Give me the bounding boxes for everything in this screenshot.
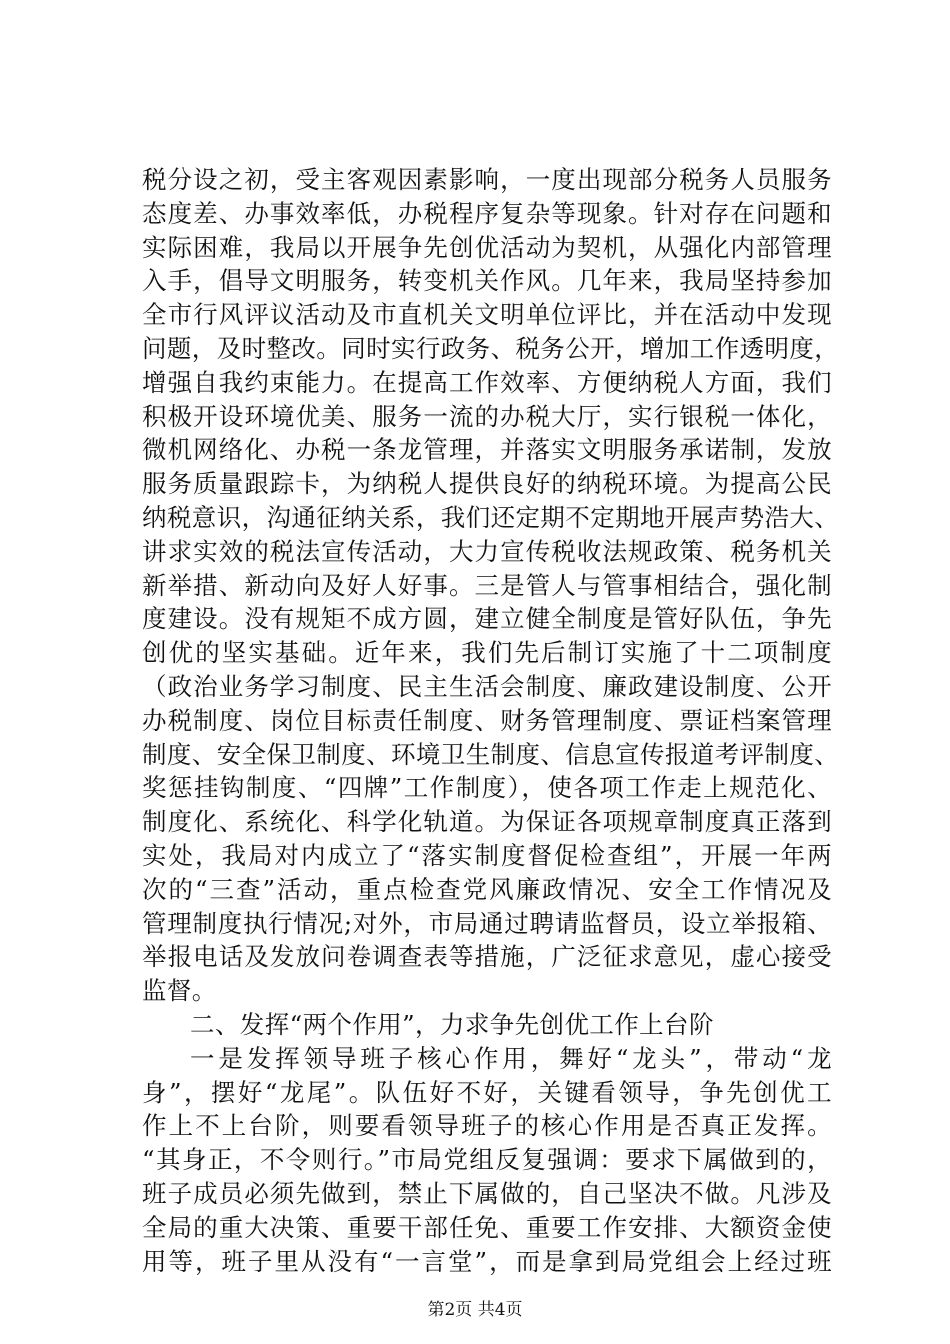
text-line: 全局的重大决策、重要干部任免、重要工作安排、大额资金使 xyxy=(142,1212,832,1242)
text-line: （政治业务学习制度、民主生活会制度、廉政建设制度、公开 xyxy=(142,671,832,701)
text-line: 奖惩挂钩制度、“四牌”工作制度），使各项工作走上规范化、 xyxy=(142,773,832,803)
text-line: 制度化、系统化、科学化轨道。为保证各项规章制度真正落到 xyxy=(142,807,832,837)
text-line: “其身正，不令则行。”市局党组反复强调：要求下属做到的， xyxy=(142,1145,832,1175)
body-text xyxy=(142,163,840,1278)
text-line: 一是发挥领导班子核心作用，舞好“龙头”，带动“龙 xyxy=(190,1043,832,1073)
text-line: 积极开设环境优美、服务一流的办税大厅，实行银税一体化， xyxy=(142,401,832,431)
text-line: 服务质量跟踪卡，为纳税人提供良好的纳税环境。为提高公民 xyxy=(142,469,832,499)
section-heading: 二、发挥“两个作用”，力求争先创优工作上台阶 xyxy=(190,1009,714,1039)
text-line: 举报电话及发放问卷调查表等措施，广泛征求意见，虚心接受 xyxy=(142,942,832,972)
text-line: 讲求实效的税法宣传活动，大力宣传税收法规政策、税务机关 xyxy=(142,536,832,566)
text-line: 新举措、新动向及好人好事。三是管人与管事相结合，强化制 xyxy=(142,570,832,600)
text-line: 班子成员必须先做到，禁止下属做的，自己坚决不做。凡涉及 xyxy=(142,1178,832,1208)
text-line: 管理制度执行情况;对外，市局通过聘请监督员，设立举报箱、 xyxy=(142,908,832,938)
page-footer xyxy=(0,1298,950,1322)
text-line: 身”，摆好“龙尾”。队伍好不好，关键看领导，争先创优工 xyxy=(142,1077,832,1107)
text-line: 作上不上台阶，则要看领导班子的核心作用是否真正发挥。 xyxy=(142,1111,832,1141)
text-line: 实处，我局对内成立了“落实制度督促检查组”，开展一年两 xyxy=(142,840,832,870)
text-line: 微机网络化、办税一条龙管理，并落实文明服务承诺制，发放 xyxy=(142,435,832,465)
text-line: 态度差、办事效率低，办税程序复杂等现象。针对存在问题和 xyxy=(142,198,832,228)
text-line: 入手，倡导文明服务，转变机关作风。几年来，我局坚持参加 xyxy=(142,266,832,296)
text-line: 问题，及时整改。同时实行政务、税务公开，增加工作透明度， xyxy=(142,333,840,363)
text-line: 次的“三查”活动，重点检查党风廉政情况、安全工作情况及 xyxy=(142,874,832,904)
text-line: 度建设。没有规矩不成方圆，建立健全制度是管好队伍，争先 xyxy=(142,604,832,634)
text-line: 监督。 xyxy=(142,976,217,1006)
text-line: 税分设之初，受主客观因素影响，一度出现部分税务人员服务 xyxy=(142,165,832,194)
page-number: 第2页 共4页 xyxy=(427,1300,523,1320)
text-line: 办税制度、岗位目标责任制度、财务管理制度、票证档案管理 xyxy=(142,705,832,735)
text-line: 实际困难，我局以开展争先创优活动为契机，从强化内部管理 xyxy=(142,232,832,262)
text-line: 全市行风评议活动及市直机关文明单位评比，并在活动中发现 xyxy=(142,300,832,330)
text-line: 创优的坚实基础。近年来，我们先后制订实施了十二项制度 xyxy=(142,638,832,668)
text-line: 增强自我约束能力。在提高工作效率、方便纳税人方面，我们 xyxy=(142,367,832,397)
text-line: 用等，班子里从没有“一言堂”，而是拿到局党组会上经过班 xyxy=(142,1246,832,1276)
text-line: 制度、安全保卫制度、环境卫生制度、信息宣传报道考评制度、 xyxy=(142,739,840,769)
text-line: 纳税意识，沟通征纳关系，我们还定期不定期地开展声势浩大、 xyxy=(142,502,840,532)
